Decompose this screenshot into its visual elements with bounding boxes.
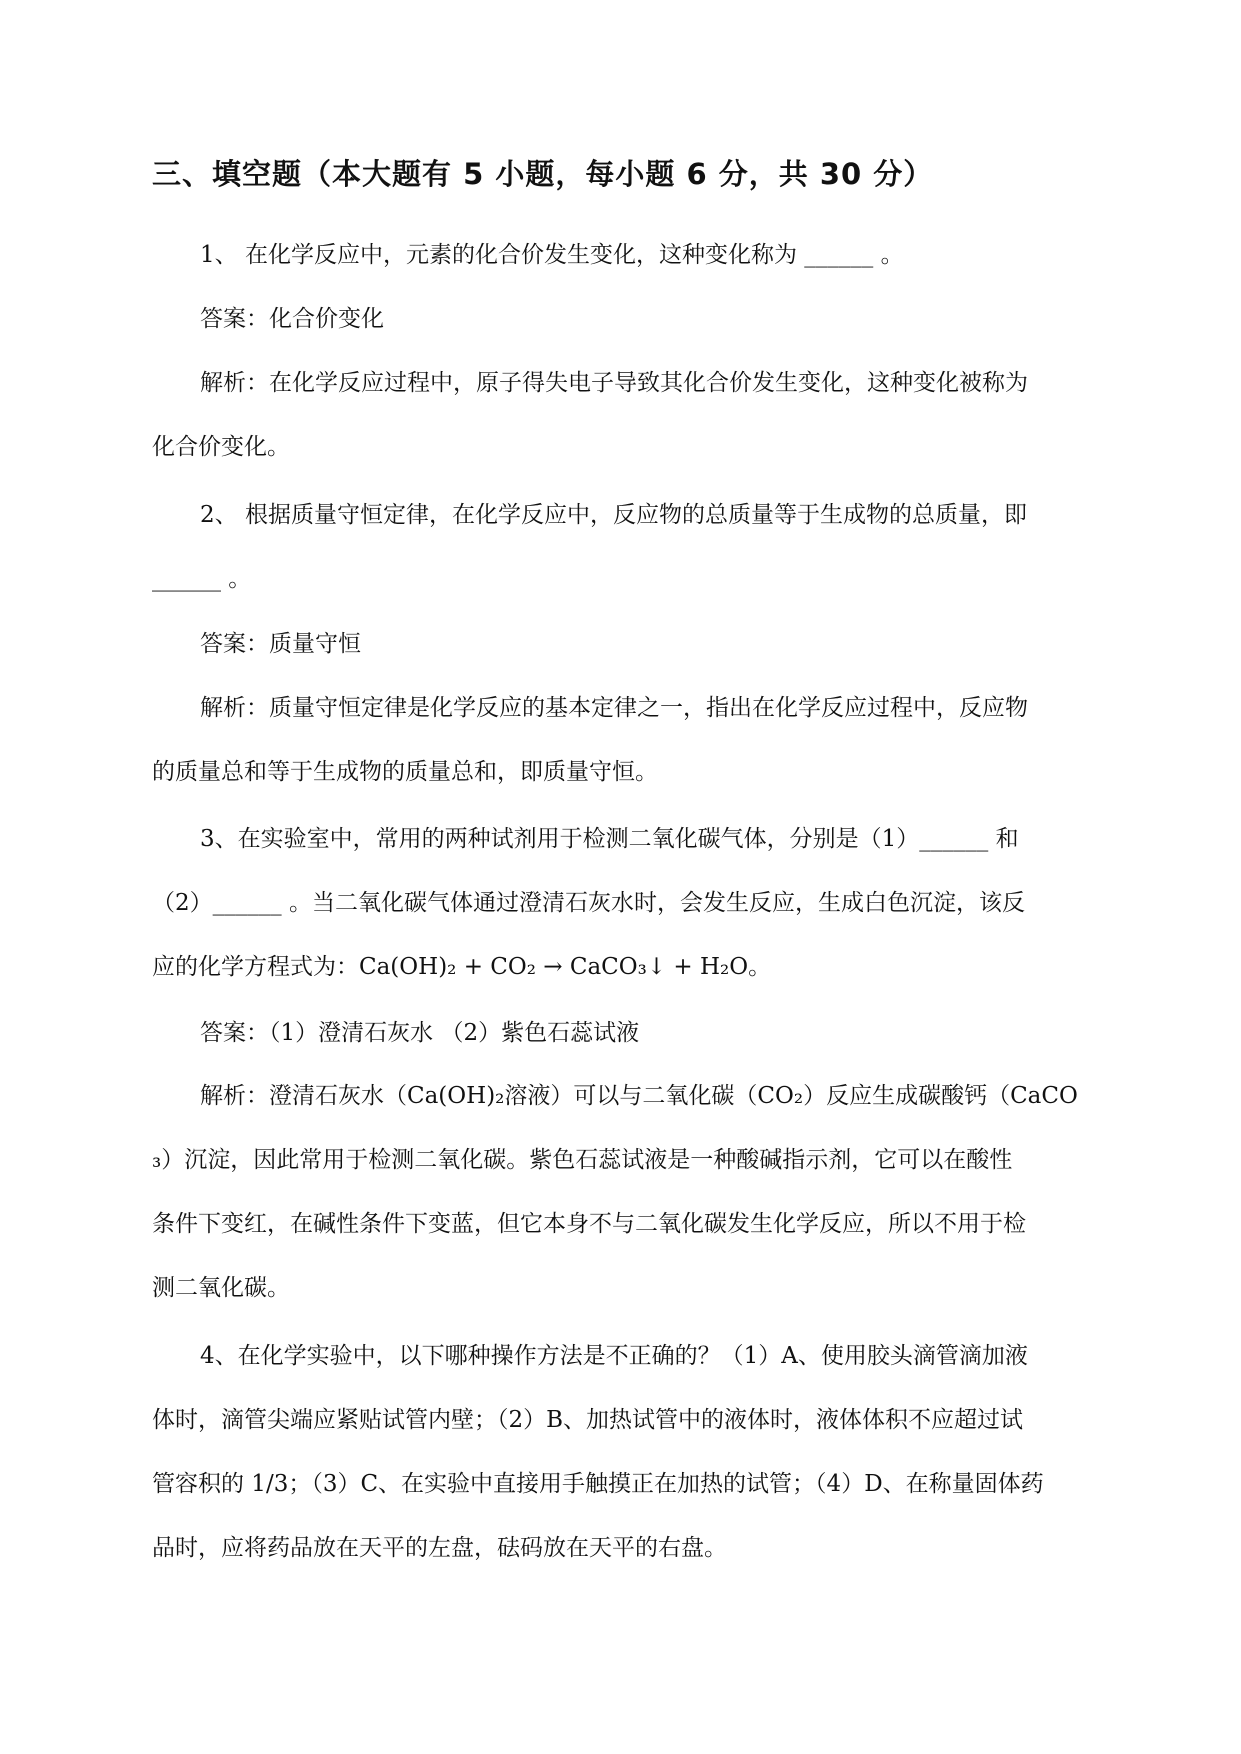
question-2-line-2: ______ 。 [152, 566, 252, 592]
explanation-3 [152, 1064, 1090, 1320]
answer-2: 答案：质量守恒 [200, 631, 361, 657]
explanation-1-line-1: 解析：在化学反应过程中，原子得失电子导致其化合价发生变化，这种变化被称为 [200, 370, 1028, 396]
question-2-line-1: 2、 根据质量守恒定律，在化学反应中，反应物的总质量等于生成物的总质量，即 [200, 502, 1027, 528]
question-3-line-1: 3、在实验室中，常用的两种试剂用于检测二氧化碳气体，分别是（1）______ 和 [200, 826, 1019, 852]
explanation-2 [152, 676, 1090, 804]
answer-1: 答案：化合价变化 [200, 306, 384, 332]
question-4-line-4: 品时，应将药品放在天平的左盘，砝码放在天平的右盘。 [152, 1535, 727, 1561]
explanation-3-line-3: 条件下变红，在碱性条件下变蓝，但它本身不与二氧化碳发生化学反应，所以不用于检 [152, 1211, 1026, 1237]
question-3-line-3: 应的化学方程式为：Ca(OH)₂ + CO₂ → CaCO₃↓ + H₂O。 [152, 954, 772, 980]
answer-3: 答案：（1）澄清石灰水 （2）紫色石蕊试液 [200, 1020, 640, 1046]
question-1-line-1: 1、 在化学反应中，元素的化合价发生变化，这种变化称为 ______ 。 [200, 242, 904, 268]
question-3-line-2: （2）______ 。当二氧化碳气体通过澄清石灰水时，会发生反应，生成白色沉淀，该反 [152, 890, 1025, 916]
question-3 [152, 807, 1090, 999]
question-4-line-1: 4、在化学实验中，以下哪种操作方法是不正确的？（1）A、使用胶头滴管滴加液 [200, 1343, 1028, 1369]
question-4-line-2: 体时，滴管尖端应紧贴试管内壁；（2）B、加热试管中的液体时，液体体积不应超过试 [152, 1407, 1024, 1433]
question-1 [152, 223, 1090, 287]
section-title: 三、填空题（本大题有 5 小题，每小题 6 分，共 30 分） [152, 157, 934, 191]
explanation-2-line-2: 的质量总和等于生成物的质量总和，即质量守恒。 [152, 759, 658, 785]
explanation-3-line-1: 解析：澄清石灰水（Ca(OH)₂溶液）可以与二氧化碳（CO₂）反应生成碳酸钙（CaCO [200, 1083, 1078, 1109]
explanation-3-line-4: 测二氧化碳。 [152, 1275, 290, 1301]
question-2 [152, 483, 1090, 611]
explanation-1 [152, 351, 1090, 479]
explanation-1-line-2: 化合价变化。 [152, 434, 290, 460]
explanation-2-line-1: 解析：质量守恒定律是化学反应的基本定律之一，指出在化学反应过程中，反应物 [200, 695, 1028, 721]
explanation-3-line-2: ₃）沉淀，因此常用于检测二氧化碳。紫色石蕊试液是一种酸碱指示剂，它可以在酸性 [152, 1147, 1013, 1173]
question-4-line-3: 管容积的 1/3；（3）C、在实验中直接用手触摸正在加热的试管；（4）D、在称量固体药 [152, 1471, 1044, 1497]
question-4 [152, 1324, 1090, 1580]
